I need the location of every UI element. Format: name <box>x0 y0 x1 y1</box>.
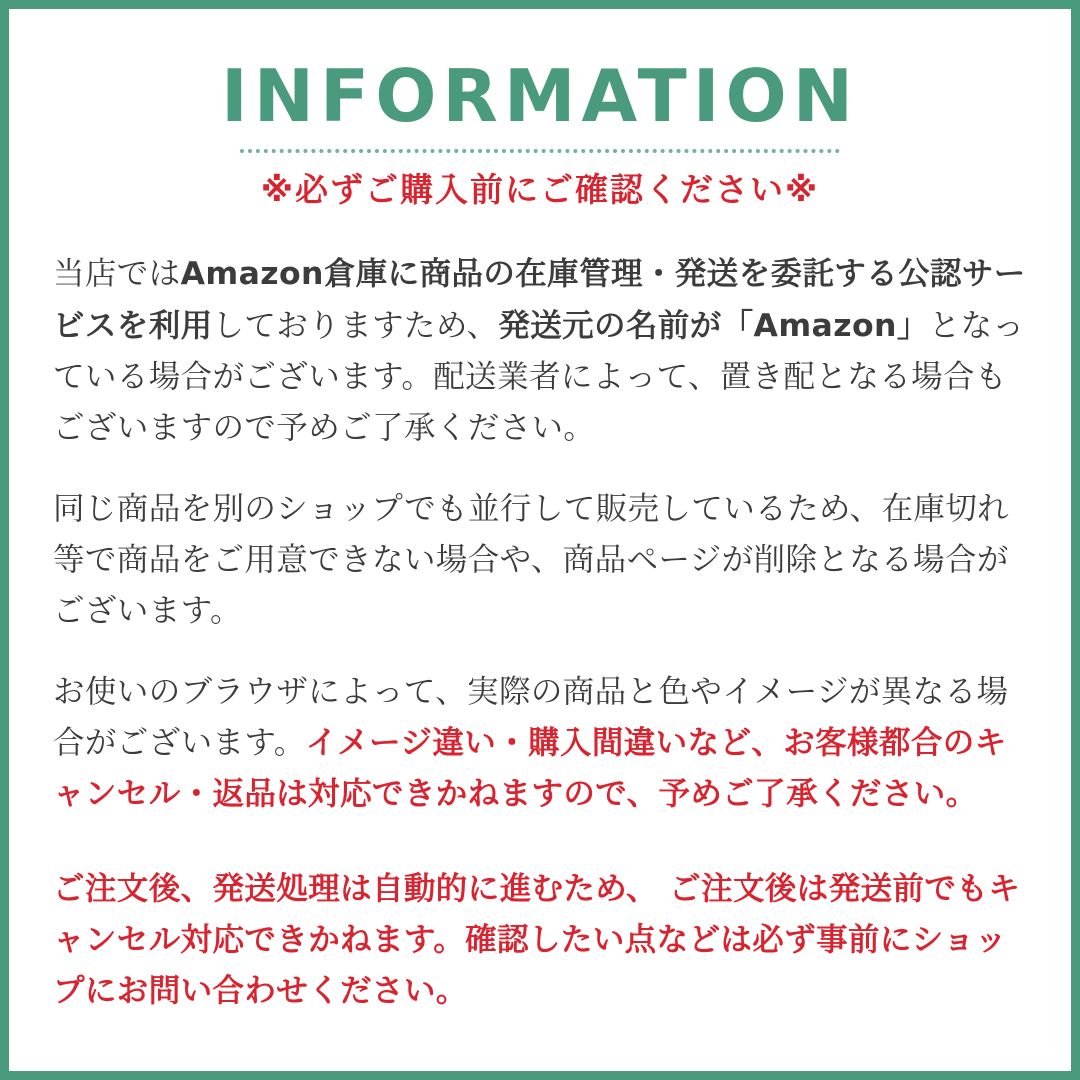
subtitle: ※必ずご購入前にご確認ください※ <box>260 169 820 209</box>
p3-segment-2-red: イメージ違い・購入間違いなど、お客様都合のキャンセル・返品は対応できかねますので、予めご了承ください。 <box>53 724 1007 812</box>
p1-segment-3: しておりますため、 <box>212 307 499 344</box>
page-title: INFORMATION <box>220 54 860 138</box>
p3-segment-1: お使いのブラウザによって、実際の商品と色やイメージが異なる場合がございます。 <box>53 673 1009 761</box>
paragraph-3 <box>53 667 1027 820</box>
dotted-divider <box>240 149 840 153</box>
paragraph-2: 同じ商品を別のショップでも並行して販売しているため、在庫切れ等で商品をご用意できない場合や、商品ページが削除となる場合がございます。 <box>53 490 1010 629</box>
card-inner <box>9 9 1071 1071</box>
p1-segment-1: 当店では <box>53 256 181 293</box>
p1-segment-2-bold: Amazon倉庫に商品の在庫管理・発送を委託する公認サービスを利用 <box>53 256 1026 344</box>
paragraph-4-warning: ご注文後、発送処理は自動的に進むため、 ご注文後は発送前でもキャンセル対応できかねます。確認したい点などは必ず事前にショップにお問い合わせください。 <box>53 870 1021 1009</box>
paragraph-1 <box>53 249 1027 453</box>
p1-segment-4-bold: 発送元の名前が「Amazon」 <box>498 307 929 344</box>
p1-segment-5: となっている場合がございます。配送業者によって、置き配となる場合もございますので予めご了承ください。 <box>53 307 1025 446</box>
body-text <box>53 249 1027 1016</box>
